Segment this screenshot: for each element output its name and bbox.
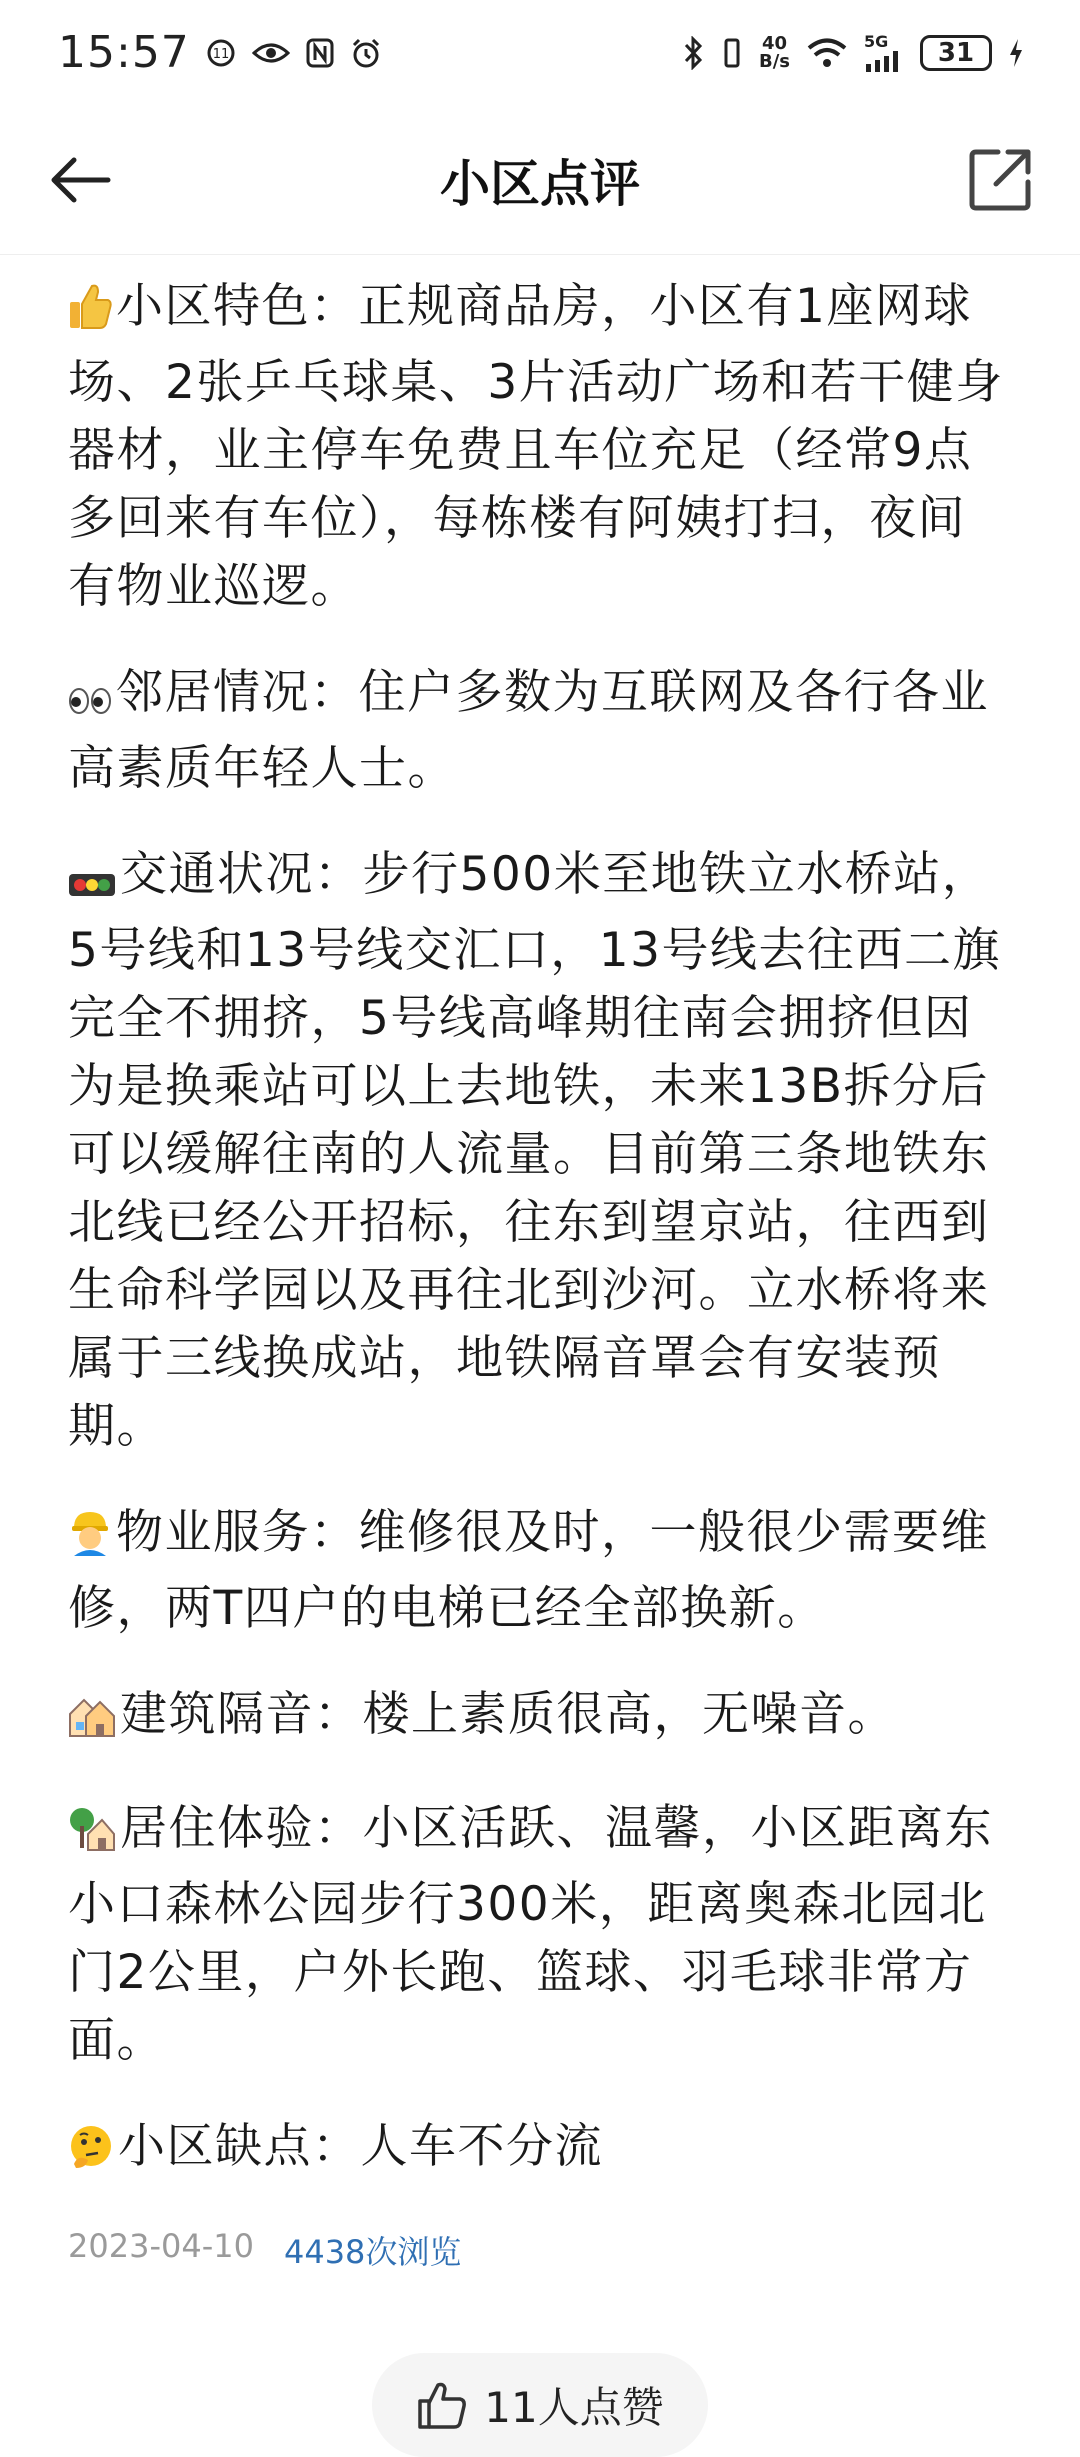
- alarm-icon: [350, 37, 382, 69]
- svg-text:11: 11: [212, 46, 230, 62]
- eyes-icon: [68, 667, 112, 735]
- review-section-transport: [68, 841, 1012, 1461]
- review-content: [0, 255, 1080, 2457]
- house-garden-icon: [68, 1803, 116, 1871]
- thumbs-up-icon: [68, 281, 112, 349]
- review-text-features: 小区特色：正规商品房，小区有1座网球场、2张乒乓球桌、3片活动广场和若干健身器材，业主停车免费且车位充足（经常9点多回来有车位），每栋楼有阿姨打扫，夜间有物业巡逻。: [68, 279, 1004, 614]
- status-left: [58, 27, 382, 78]
- vibrate-icon: [721, 36, 743, 70]
- review-text-soundproof: 建筑隔音：楼上素质很高，无噪音。: [120, 1687, 896, 1742]
- net-speed: 40 B/s: [758, 32, 790, 72]
- charging-icon: [1008, 38, 1024, 68]
- post-meta: [68, 2227, 1012, 2273]
- like-area: [68, 2353, 1012, 2457]
- status-time: 15:57: [58, 27, 190, 78]
- back-button[interactable]: [38, 138, 122, 222]
- back-arrow-icon: [48, 155, 112, 205]
- share-button[interactable]: [958, 138, 1042, 222]
- thumbs-up-outline-icon: [416, 2379, 468, 2431]
- notification-icon: [206, 38, 236, 68]
- worker-icon: [68, 1507, 112, 1575]
- eye-icon: [252, 39, 290, 67]
- battery-indicator: 31: [920, 35, 992, 71]
- review-section-experience: [68, 1795, 1012, 2075]
- review-section-neighbors: [68, 659, 1012, 803]
- review-text-neighbors: 邻居情况：住户多数为互联网及各行各业高素质年轻人士。: [68, 665, 989, 796]
- houses-icon: [68, 1689, 116, 1757]
- post-date: 2023-04-10: [68, 2227, 254, 2265]
- view-count: 4438次浏览: [283, 2233, 462, 2271]
- share-icon: [966, 146, 1034, 214]
- signal-label: 5G: [864, 31, 889, 51]
- review-section-soundproof: [68, 1681, 1012, 1757]
- like-count-label: 11人点赞: [484, 2383, 664, 2432]
- review-section-property: [68, 1499, 1012, 1643]
- traffic-light-icon: [68, 849, 116, 917]
- review-text-drawbacks: 小区缺点：人车不分流: [118, 2119, 603, 2174]
- wifi-icon: [806, 37, 848, 69]
- review-section-drawbacks: [68, 2113, 1012, 2189]
- status-bar: [0, 0, 1080, 105]
- like-button[interactable]: [372, 2353, 707, 2457]
- review-section-features: [68, 273, 1012, 621]
- cell-signal-icon: [864, 31, 904, 72]
- review-text-transport: 交通状况：步行500米至地铁立水桥站，5号线和13号线交汇口，13号线去往西二旗完全不拥挤，5号线高峰期往南会拥挤但因为是换乘站可以上去地铁，未来13B拆分后可以缓解往南的人流量。目前第三条地铁东北线已经公开招标，往东到望京站，往西到生命科学园以及再往北到沙河。立水桥将来属于三线换成站，地铁隔音罩会有安装预期。: [68, 847, 1002, 1454]
- page-title: 小区点评: [440, 154, 640, 213]
- review-text-experience: 居住体验：小区活跃、温馨，小区距离东小口森林公园步行300米，距离奥森北园北门2公里，户外长跑、篮球、羽毛球非常方面。: [68, 1801, 993, 2068]
- bluetooth-icon: [683, 36, 705, 70]
- nav-bar: [0, 105, 1080, 255]
- nfc-icon: [306, 38, 334, 68]
- review-text-property: 物业服务：维修很及时，一般很少需要维修，两T四户的电梯已经全部换新。: [68, 1505, 989, 1636]
- thinking-face-icon: [68, 2121, 114, 2189]
- status-right: [683, 31, 1024, 72]
